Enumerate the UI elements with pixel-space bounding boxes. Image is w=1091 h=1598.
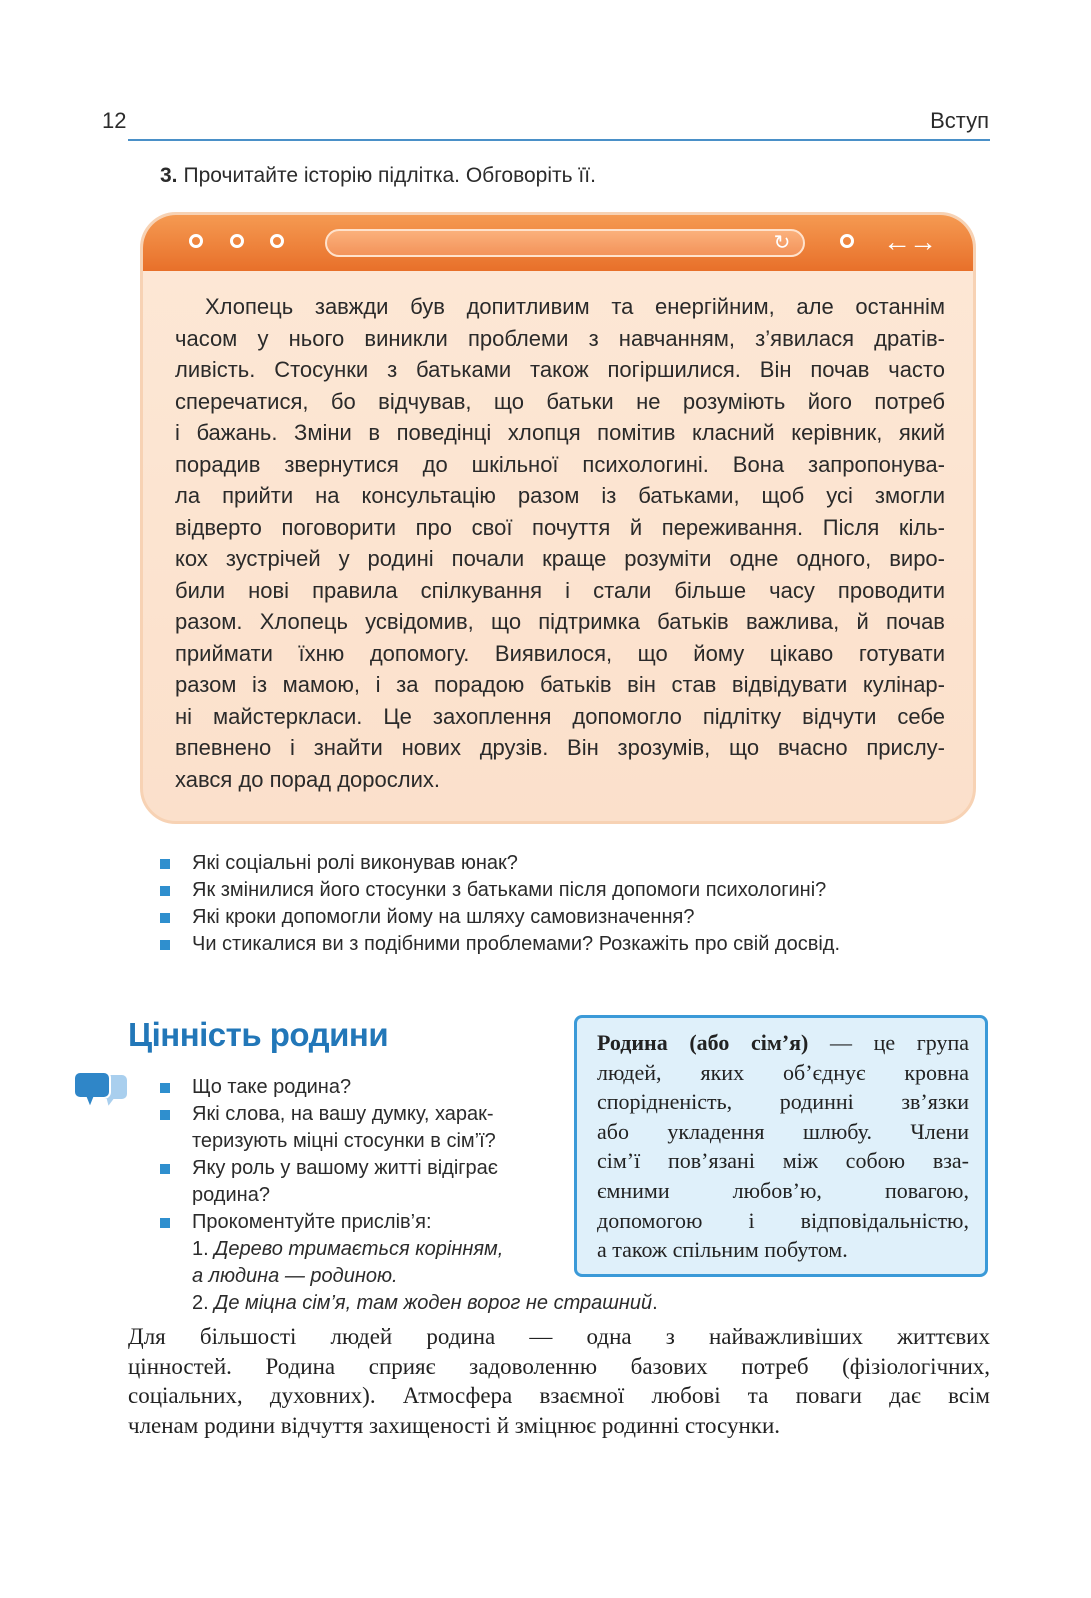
question-text: Прокоментуйте прислів’я: [192,1211,432,1233]
story-line: ні майстеркласи. Це захоплення допомогло підлітку відчути себе [175,703,945,729]
window-titlebar [143,215,973,271]
back-forward-arrows-icon: ←→ [883,226,935,257]
question-text: Чи стикалися ви з подібними проблемами? Розкажіть про свій досвід. [192,933,841,955]
definition-box [574,1015,988,1277]
definition-line: а також спільним побутом. [597,1237,848,1263]
proverb-text: а людина — родиною. [192,1265,398,1287]
definition-line: ємними любов’ю, повагою, [597,1177,969,1203]
story-line: приймати їхню допомогу. Виявилося, що йому цікаво готувати [175,640,945,666]
list-item [160,1155,560,1209]
question-text: Що таке родина? [192,1076,352,1098]
square-bullet-icon [160,1083,170,1093]
story-line: часом у нього виникли проблеми з навчанням, з’явилася дратів- [175,325,945,351]
proverb-end: . [652,1292,658,1314]
square-bullet-icon [160,913,170,923]
square-bullet-icon [160,1218,170,1228]
definition-term: Родина (або сім’я) [597,1030,809,1055]
story-line: Хлопець завжди був допитливим та енергійним, але останнім [205,294,945,319]
window-dot-icon [840,234,854,248]
story-line: впевнено і знайти нових друзів. Він зрозумів, що вчасно прислу- [175,735,945,760]
window-dot-icon [230,234,244,248]
question-text: Які слова, на вашу думку, харак- [192,1103,494,1125]
story-line: сперечатися, бо відчував, що батьки не розуміють його потреб [175,388,945,414]
body-paragraph [128,1322,990,1440]
list-item [160,1074,560,1101]
square-bullet-icon [160,859,170,869]
list-item [160,931,840,958]
story-line: ливість. Стосунки з батьками також погіршилися. Він почав часто [175,357,945,382]
definition-line: спорідненість, родинні зв’язки [597,1089,969,1115]
paragraph-line: цінностей. Родина сприяє задоволенню базових потреб (фізіологічних, [128,1353,990,1379]
story-line: разом. Хлопець усвідомив, що підтримка батьків важлива, й почав [175,609,945,634]
paragraph-line: соціальних, духовних). Атмосфера взаємної любові та поваги дає всім [128,1383,990,1408]
chat-bubbles-icon [74,1068,130,1114]
story-line: і бажань. Зміни в поведінці хлопця помітив класний керівник, який [175,420,945,445]
question-text: родина? [192,1184,270,1206]
story-line: відверто поговорити про свої почуття й переживання. Після кіль- [175,514,945,540]
story-line: били нові правила спілкування і стали більше часу проводити [175,577,945,603]
window-dot-icon [189,234,203,248]
proverb-number: 2. [192,1292,209,1314]
question-text: Які кроки допомогли йому на шляху самовизначення? [192,906,695,928]
square-bullet-icon [160,1110,170,1120]
story-window [140,212,976,824]
definition-text [597,1028,969,1265]
task-instruction [160,164,596,188]
proverb-text: Де міцна сім’я, там жоден ворог не страшний [214,1292,653,1314]
list-item [160,877,840,904]
definition-line: або укладення шлюбу. Члени [597,1118,969,1144]
value-questions [160,1074,658,1317]
definition-line: людей, яких об’єднує кровна [597,1059,969,1085]
list-item [160,1209,560,1236]
section-title: Цінність родини [128,1016,389,1053]
refresh-icon: ↻ [773,232,791,254]
story-text [175,291,945,795]
definition-line: сім’ї пов’язані між собою вза- [597,1148,969,1174]
story-line: порадив звернутися до шкільної психологині. Вона запропонува- [175,451,945,477]
proverb-text: Дерево тримається корінням, [214,1238,504,1260]
story-line: ла прийти на консультацію разом із батьками, щоб усі змогли [175,483,945,508]
task-number: 3. [160,164,178,187]
proverb [160,1290,658,1317]
header-rule [128,139,990,141]
discussion-questions [160,850,840,958]
list-item [160,1101,560,1155]
page-number: 12 [102,108,127,133]
paragraph-line: Для більшості людей родина — одна з найважливіших життєвих [128,1324,990,1349]
definition-line: допомогою і відповідальністю, [597,1207,969,1233]
definition-fragment: — це група [808,1030,969,1055]
square-bullet-icon [160,886,170,896]
question-text: Які соціальні ролі виконував юнак? [192,852,518,874]
proverb [160,1236,560,1290]
list-item [160,904,840,931]
paragraph-line: членам родини відчуття захищеності й зміцнює родинні стосунки. [128,1412,781,1438]
story-line: хався до порад дорослих. [175,766,440,792]
square-bullet-icon [160,1164,170,1174]
running-header: Вступ [930,108,989,133]
address-bar [325,229,805,257]
proverb-number: 1. [192,1238,209,1260]
question-text: Яку роль у вашому житті відіграє [192,1157,499,1179]
story-line: кох зустрічей у родині почали краще розуміти одне одного, виро- [175,546,945,571]
window-dot-icon [270,234,284,248]
task-text: Прочитайте історію підлітка. Обговоріть її. [183,164,596,187]
definition-line [597,1028,969,1058]
question-text: Як змінилися його стосунки з батьками після допомоги психологині? [192,879,827,901]
question-text: теризують міцні стосунки в сім’ї? [192,1130,496,1152]
square-bullet-icon [160,940,170,950]
list-item [160,850,840,877]
story-line: разом із мамою, і за порадою батьків він став відвідувати кулінар- [175,672,945,697]
